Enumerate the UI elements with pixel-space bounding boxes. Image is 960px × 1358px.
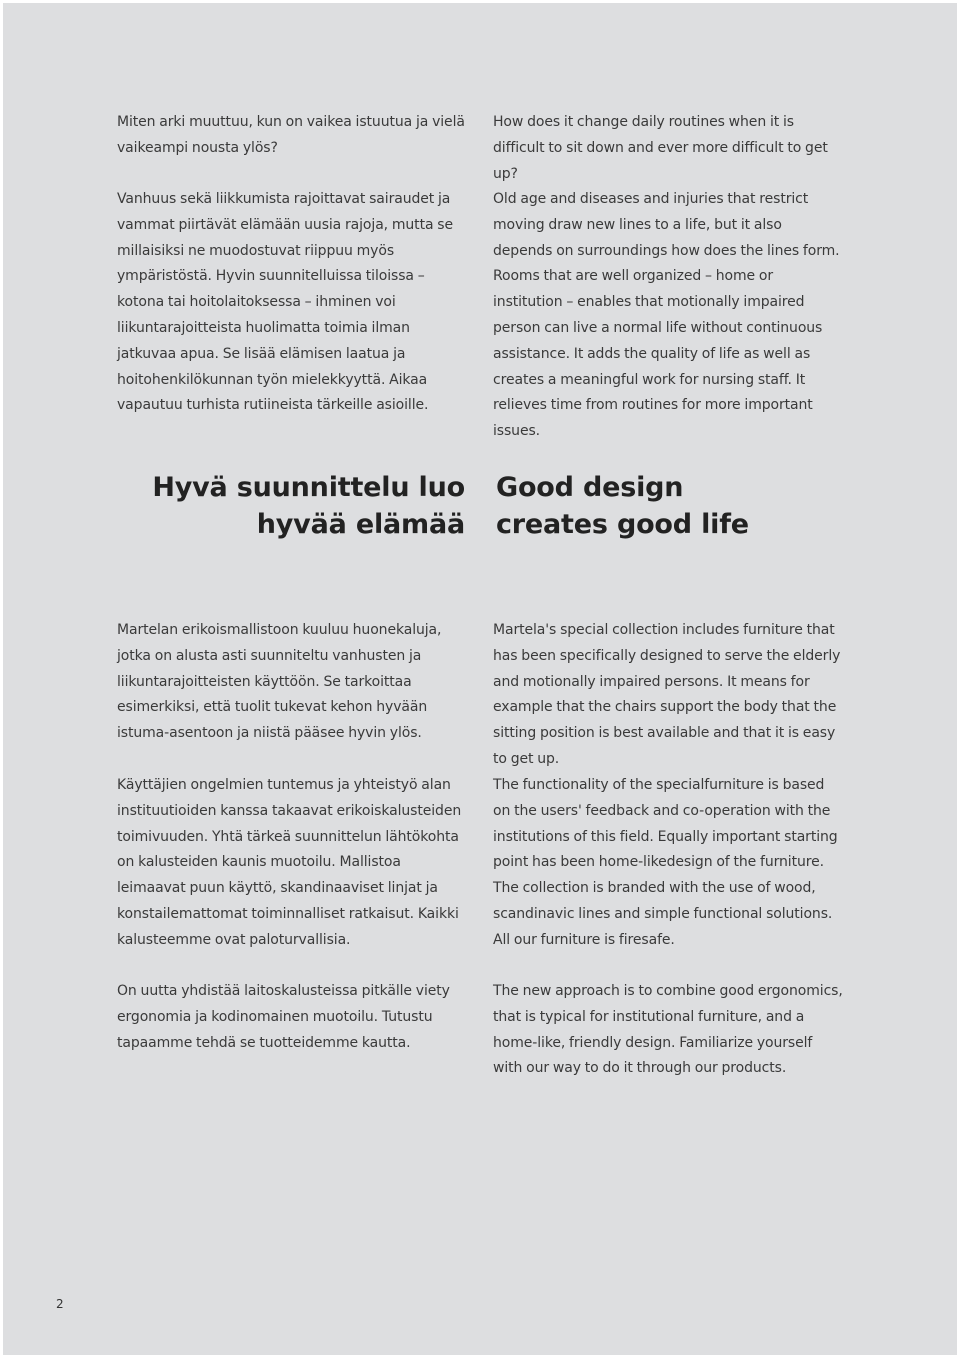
headline-fi bbox=[85, 469, 465, 543]
section-3-fi bbox=[117, 979, 467, 1056]
intro-body-fi bbox=[117, 187, 467, 419]
section-2-en-text: The functionality of the specialfurniture is based on the users' feedback and co-operation with the institutions of this field. Equally important starting point has been home-likedesign of the furniture. The collection is branded with the use of wood, scandinavic lines and simple functional solutions. All our furniture is firesafe. bbox=[493, 777, 838, 948]
headline-fi-line-1: Hyvä suunnittelu luo bbox=[152, 472, 465, 503]
headline-en bbox=[496, 469, 876, 543]
intro-question-fi bbox=[117, 110, 467, 162]
section-1-en bbox=[493, 618, 843, 773]
section-1-fi bbox=[117, 618, 467, 747]
section-2-fi-text: Käyttäjien ongelmien tuntemus ja yhteistyö alan instituutioiden kanssa takaavat erikoiskalusteiden toimivuuden. Yhtä tärkeä suunnittelun lähtökohta on kalusteiden kaunis muotoilu. Mallistoa leimaavat puun käyttö, skandinaaviset linjat ja konstailemattomat toiminnalliset ratkaisut. Kaikki kalusteemme ovat paloturvallisia. bbox=[117, 777, 462, 948]
section-1-fi-text: Martelan erikoismallistoon kuuluu huonekaluja, jotka on alusta asti suunniteltu vanhusten ja liikuntarajoitteisten käyttöön. Se tarkoittaa esimerkiksi, että tuolit tukevat kehon hyvään istuma-asentoon ja niistä pääsee hyvin ylös. bbox=[117, 622, 442, 742]
section-3-fi-text: On uutta yhdistää laitoskalusteissa pitkälle viety ergonomia ja kodinomainen muotoilu. Tutustu tapaamme tehdä se tuotteidemme kautta. bbox=[117, 983, 450, 1051]
intro-question-fi-text: Miten arki muuttuu, kun on vaikea istuutua ja vielä vaikeampi nousta ylös? bbox=[117, 114, 465, 156]
section-2-en bbox=[493, 773, 843, 954]
intro-question-en-text: How does it change daily routines when it is difficult to sit down and ever more difficult to get up? bbox=[493, 114, 828, 182]
intro-body-en bbox=[493, 187, 843, 445]
headline-fi-line-2: hyvää elämää bbox=[256, 509, 465, 540]
section-3-en-text: The new approach is to combine good ergonomics, that is typical for institutional furniture, and a home-like, friendly design. Familiarize yourself with our way to do it through our products. bbox=[493, 983, 843, 1077]
page-number: 2 bbox=[56, 1297, 64, 1311]
intro-question-en bbox=[493, 110, 843, 187]
intro-body-en-text: Old age and diseases and injuries that restrict moving draw new lines to a life, but it also depends on surroundings how does the lines form. Rooms that are well organized – home or institution – enables that motionally impaired person can live a normal life without continuous assistance. It adds the quality of life as well as creates a meaningful work for nursing staff. It relieves time from routines for more important issues. bbox=[493, 191, 840, 440]
intro-body-fi-text: Vanhuus sekä liikkumista rajoittavat sairaudet ja vammat piirtävät elämään uusia rajoja, mutta se millaisiksi ne muodostuvat riippuu myös ympäristöstä. Hyvin suunnitelluissa tiloissa – kotona tai hoitolaitoksessa – ihminen voi liikuntarajoitteista huolimatta toimia ilman jatkuvaa apua. Se lisää elämisen laatua ja hoitohenkilökunnan työn mielekkyyttä. Aikaa vapautuu turhista rutiineista tärkeille asioille. bbox=[117, 191, 453, 414]
section-3-en bbox=[493, 979, 843, 1082]
document-page bbox=[3, 3, 957, 1355]
headline-en-line-2: creates good life bbox=[496, 509, 749, 540]
headline-en-line-1: Good design bbox=[496, 472, 684, 503]
section-1-en-text: Martela's special collection includes furniture that has been specifically designed to serve the elderly and motionally impaired persons. It means for example that the chairs support the body that the sitting position is best available and that it is easy to get up. bbox=[493, 622, 841, 767]
section-2-fi bbox=[117, 773, 467, 954]
